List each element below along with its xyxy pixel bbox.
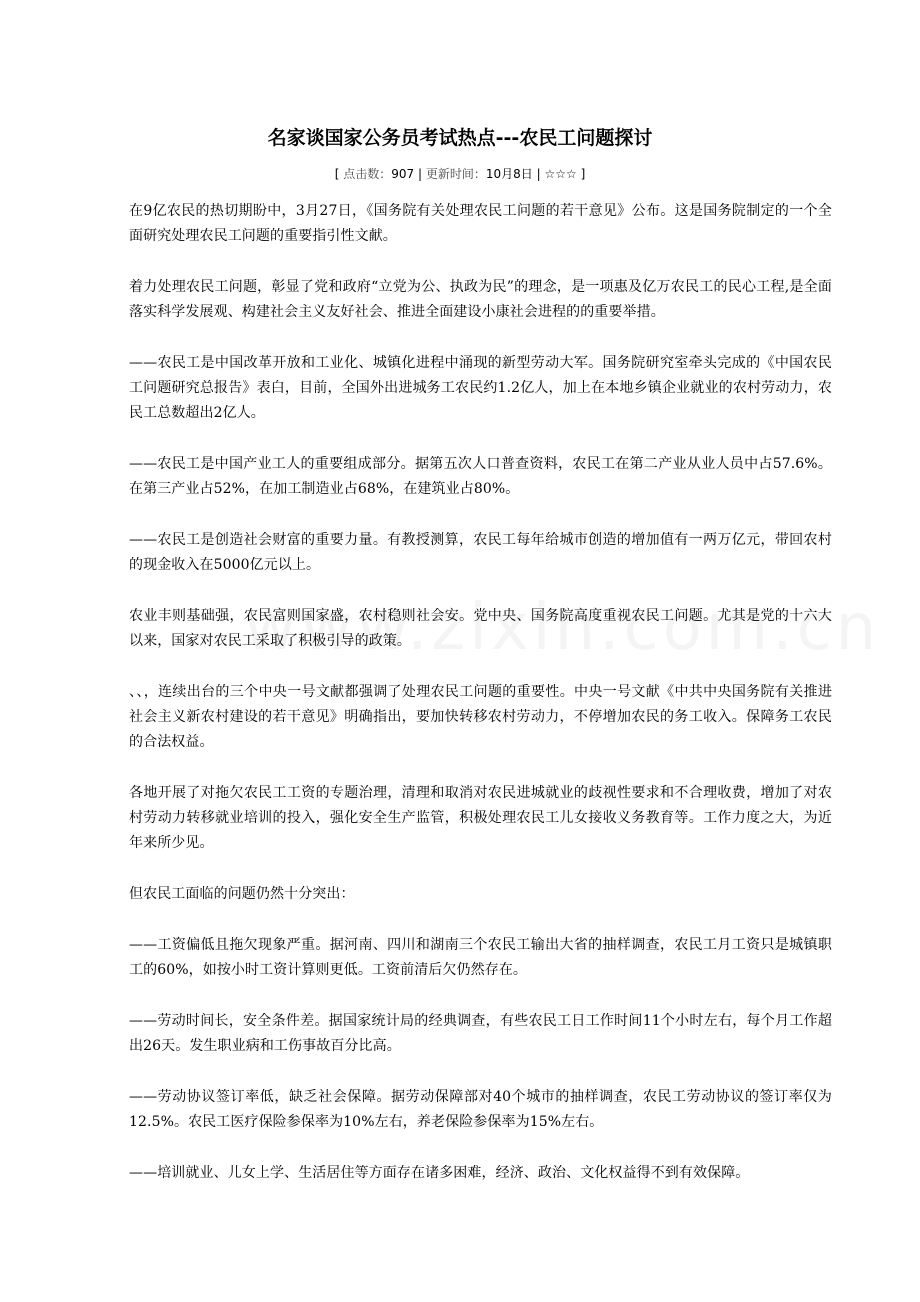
updated-label: 更新时间： [425,167,486,181]
paragraph: 在9亿农民的热切期盼中，3月27日，《国务院有关处理农民工问题的若干意见》公布。这是国务院制定的一个全面研究处理农民工问题的重要指引性文献。 [129,203,832,244]
paragraph: 着力处理农民工问题，彰显了党和政府“立党为公、执政为民”的理念，是一项惠及亿万农民工的民心工程,是全面落实科学发展观、构建社会主义友好社会、推进全面建设小康社会进程的的重要举措。 [129,279,832,320]
page-title: 名家谈国家公务员考试热点---农民工问题探讨 [267,127,653,149]
paragraph: ——劳动协议签订率低，缺乏社会保障。据劳动保障部对40个城市的抽样调查，农民工劳动协议的签订率仅为12.5%。农民工医疗保险参保率为10%左右，养老保险参保率为15%左右。 [129,1089,832,1130]
paragraph: ——农民工是创造社会财富的重要力量。有教授测算，农民工每年给城市创造的增加值有一两万亿元，带回农村的现金收入在5000亿元以上。 [129,532,832,573]
updated-date: 10月8日 [485,167,533,181]
article-body [129,199,832,1212]
clicks-label: 点击数： [343,167,392,181]
paragraph: 、、，连续出台的三个中央一号文献都强调了处理农民工问题的重要性。中央一号文献《中共中央国务院有关推进社会主义新农村建设的若干意见》明确指出，要加快转移农村劳动力，不停增加农民的务工收入。保障务工农民的合法权益。 [129,684,832,750]
paragraph: 各地开展了对拖欠农民工工资的专题治理，清理和取消对农民进城就业的歧视性要求和不合理收费，增加了对农村劳动力转移就业培训的投入，强化安全生产监管，积极处理农民工儿女接收义务教育等。工作力度之大，为近年来所少见。 [129,785,832,851]
paragraph: 但农民工面临的问题仍然十分突出： [129,886,355,902]
meta-separator: | [536,167,541,181]
rating-stars: ☆☆☆ [544,167,577,181]
article-meta [0,164,920,184]
paragraph: ——劳动时间长，安全条件差。据国家统计局的经典调查，有些农民工日工作时间11个小时左右，每个月工作超出26天。发生职业病和工伤事故百分比高。 [129,1013,832,1054]
meta-separator: | [417,167,423,181]
paragraph: ——农民工是中国改革开放和工业化、城镇化进程中涌现的新型劳动大军。国务院研究室牵头完成的《中国农民工问题研究总报告》表白，目前，全国外出进城务工农民约1.2亿人，加上在本地乡镇企业就业的农村劳动力，农民工总数超出2亿人。 [129,355,832,421]
paragraph: 农业丰则基础强，农民富则国家盛，农村稳则社会安。党中央、国务院高度重视农民工问题。尤其是党的十六大以来，国家对农民工采取了积极引导的政策。 [129,608,832,649]
meta-close-bracket: ] [580,167,586,181]
paragraph: ——农民工是中国产业工人的重要组成部分。据第五次人口普查资料，农民工在第二产业从业人员中占57.6%。在第三产业占52%，在加工制造业占68%，在建筑业占80%。 [129,456,832,497]
clicks-count: 907 [391,167,415,181]
meta-open-bracket: [ [334,167,340,181]
paragraph: ——培训就业、儿女上学、生活居住等方面存在诸多困难，经济、政治、文化权益得不到有效保障。 [129,1165,750,1181]
paragraph: ——工资偏低且拖欠现象严重。据河南、四川和湖南三个农民工输出大省的抽样调查，农民工月工资只是城镇职工的60%，如按小时工资计算则更低。工资前清后欠仍然存在。 [129,937,832,978]
